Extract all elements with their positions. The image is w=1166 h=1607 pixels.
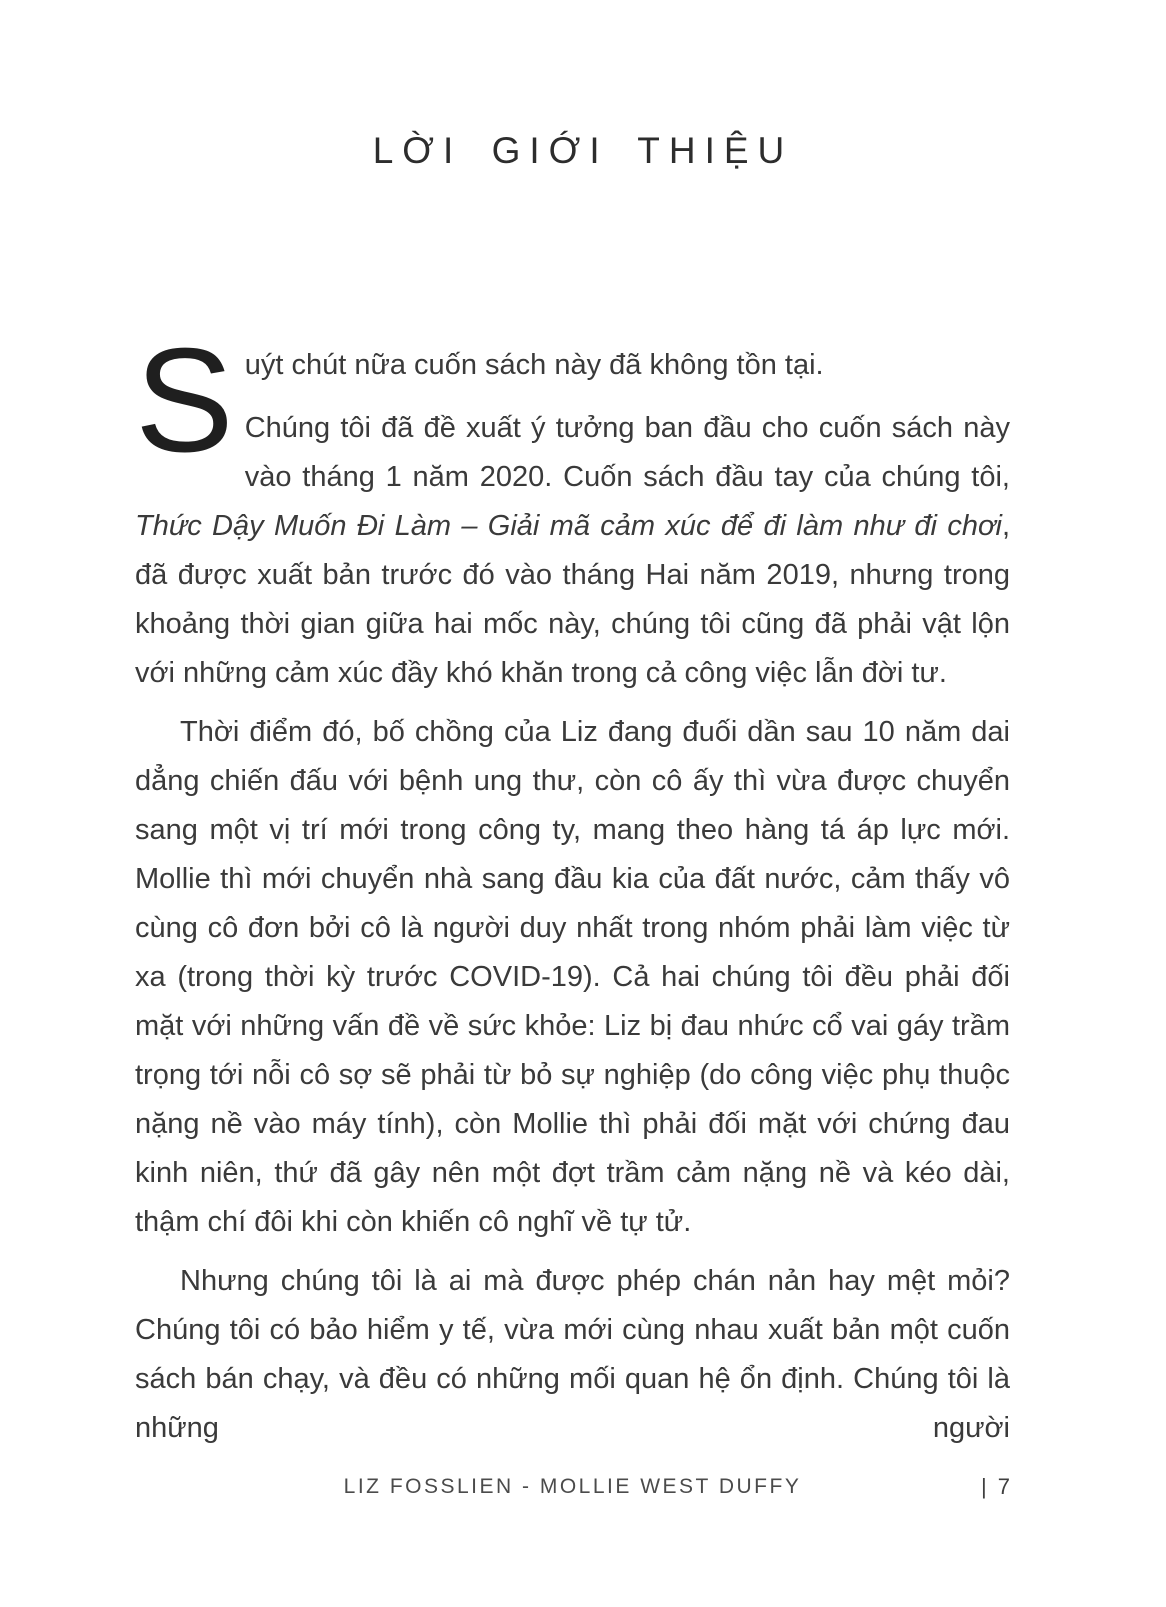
page-title: LỜI GIỚI THIỆU <box>372 130 794 171</box>
paragraph <box>135 708 1010 1247</box>
paragraph-text: Nhưng chúng tôi là ai mà được phép chán nản hay mệt mỏi? Chúng tôi có bảo hiểm y tế, vừa mới cùng nhau xuất bản một cuốn sách bán chạy, và đều có những mối quan hệ ổn định. Chúng tôi là những người <box>135 1264 1010 1444</box>
paragraph-text: Chúng tôi đã đề xuất ý tưởng ban đầu cho cuốn sách này vào tháng 1 năm 2020. Cuốn sách đầu tay của chúng tôi, <box>244 411 1010 493</box>
page-number-value: 7 <box>997 1474 1010 1499</box>
page-body <box>0 317 1166 1453</box>
paragraph <box>135 1257 1010 1453</box>
paragraph-text: Thời điểm đó, bố chồng của Liz đang đuối dần sau 10 năm dai dẳng chiến đấu với bệnh ung thư, còn cô ấy thì vừa được chuyển sang một vị trí mới trong công ty, mang theo hàng tá áp lực mới. Mollie thì mới chuyển nhà sang đầu kia của đất nước, cảm thấy vô cùng cô đơn bởi cô là người duy nhất trong nhóm phải làm việc từ xa (trong thời kỳ trước COVID-19). Cả hai chúng tôi đều phải đối mặt với những vấn đề về sức khỏe: Liz bị đau nhức cổ vai gáy trầm trọng tới nỗi cô sợ sẽ phải từ bỏ sự nghiệp (do công việc phụ thuộc nặng nề vào máy tính), còn Mollie thì phải đối mặt với chứng đau kinh niên, thứ đã gây nên một đợt trầm cảm nặng nề và kéo dài, thậm chí đôi khi còn khiến cô nghĩ về tự tử. <box>135 715 1010 1238</box>
page-footer <box>135 1470 1010 1504</box>
paragraph-text: , đã được xuất bản trước đó vào tháng Hai năm 2019, nhưng trong khoảng thời gian giữa hai mốc này, chúng tôi cũng đã phải vật lộn với những cảm xúc đầy khó khăn trong cả công việc lẫn đời tư. <box>135 509 1010 689</box>
paragraph <box>135 404 1010 698</box>
footer-page-number <box>981 1470 1010 1504</box>
paragraph-text: uýt chút nữa cuốn sách này đã không tồn tại. <box>244 348 824 381</box>
footer-authors: LIZ FOSSLIEN - MOLLIE WEST DUFFY <box>343 1475 802 1498</box>
book-title-italic: Thức Dậy Muốn Đi Làm – Giải mã cảm xúc để đi làm như đi chơi <box>135 509 1002 542</box>
dropcap-letter: S <box>135 317 234 483</box>
page-number-separator: | <box>981 1474 987 1499</box>
